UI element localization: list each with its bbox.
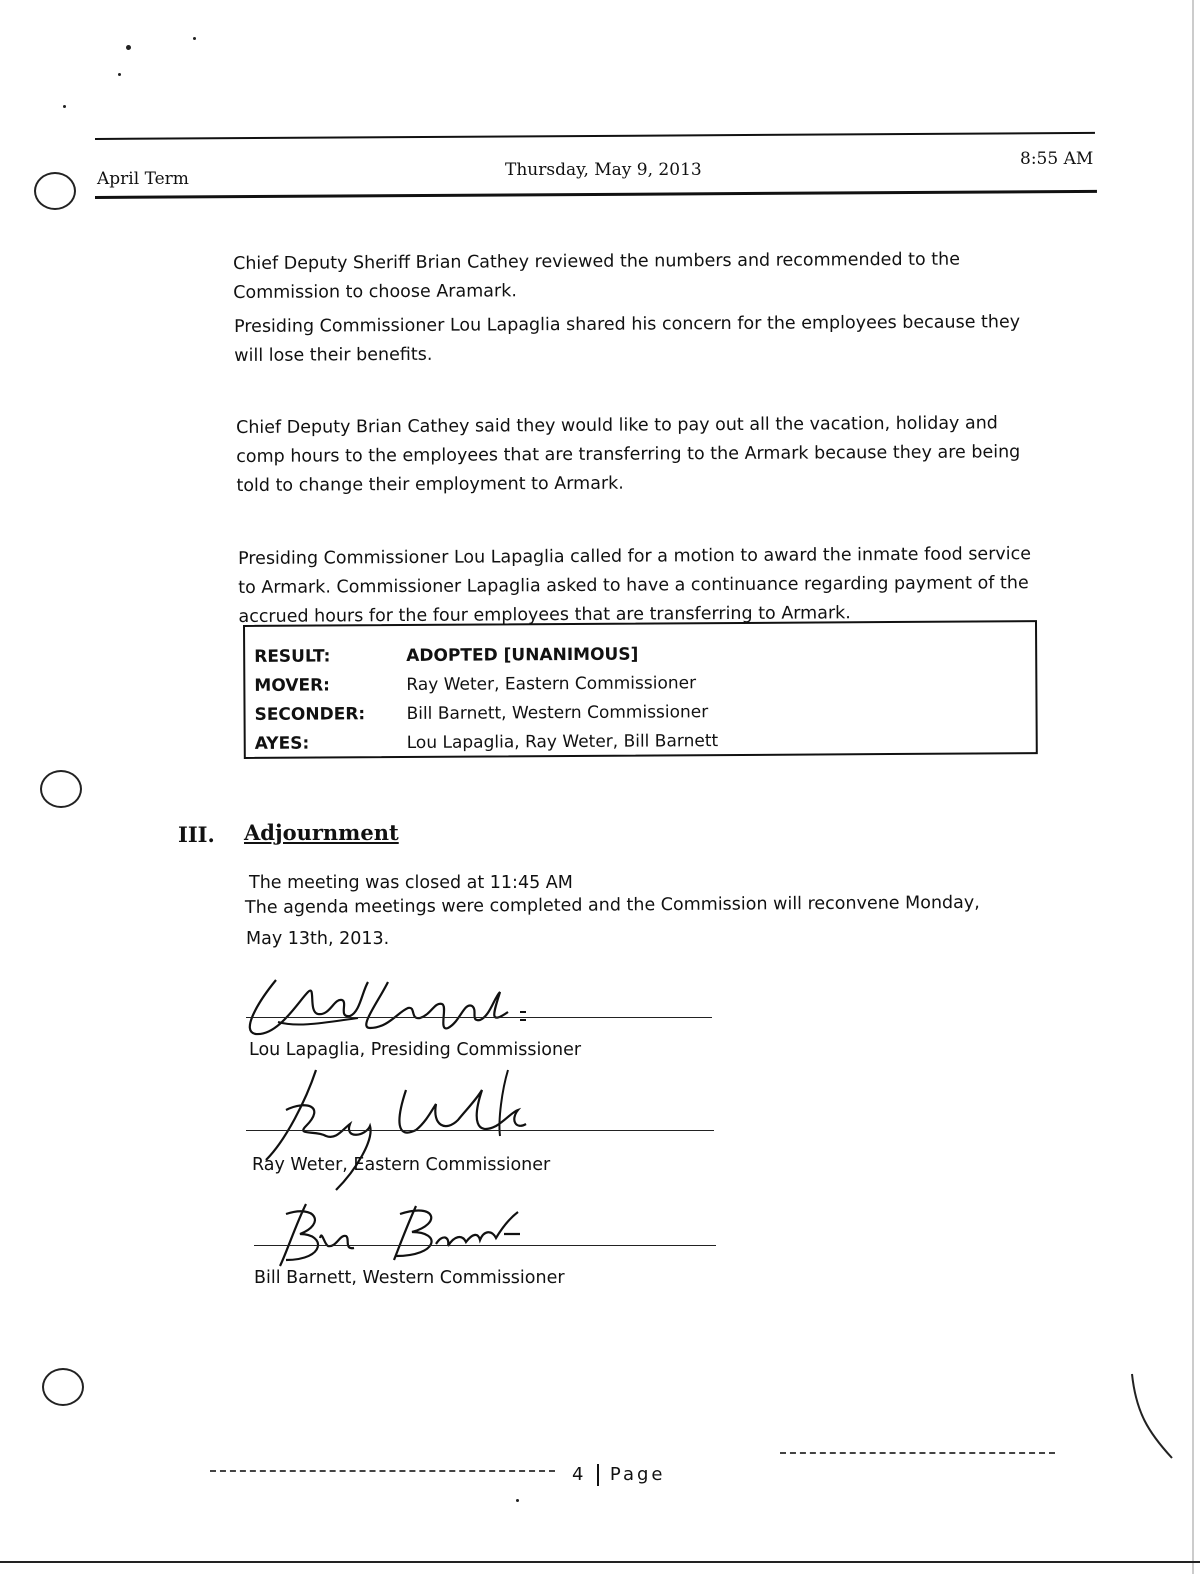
section-title-adjournment: Adjournment <box>244 820 399 845</box>
header-time: 8:55 AM <box>1020 149 1094 169</box>
adjournment-closed-time: The meeting was closed at 11:45 AM <box>249 873 573 893</box>
motion-label: SECONDER: <box>254 704 366 725</box>
adjournment-reconvene: The agenda meetings were completed and the Commission will reconvene Monday, <box>244 892 980 918</box>
motion-label: MOVER: <box>254 675 331 696</box>
section-number: III. <box>178 822 215 847</box>
motion-value: Bill Barnett, Western Commissioner <box>406 702 709 725</box>
footer-page-word: Page <box>609 1464 666 1485</box>
signatory-name-weter: Ray Weter, Eastern Commissioner <box>252 1155 551 1175</box>
motion-value: Ray Weter, Eastern Commissioner <box>406 673 697 696</box>
motion-label: RESULT: <box>254 646 331 667</box>
motion-label: AYES: <box>254 733 310 754</box>
header-term: April Term <box>97 169 189 189</box>
paragraph-motion-call: Presiding Commissioner Lou Lapaglia called for a motion to award the inmate food service to Armark. Commissioner Lapaglia asked to have a continuance regarding payment of the accrued hours for the four employees that are transferring to Armark. <box>238 544 1032 627</box>
motion-value: Lou Lapaglia, Ray Weter, Bill Barnett <box>406 731 719 754</box>
scan-speck <box>193 37 196 40</box>
signature-line <box>246 1017 712 1018</box>
signatory-name-lapaglia: Lou Lapaglia, Presiding Commissioner <box>249 1040 582 1060</box>
binder-hole-top <box>34 172 76 210</box>
signature-line <box>254 1245 716 1246</box>
binder-hole-middle <box>40 770 82 808</box>
signature-line <box>246 1130 714 1131</box>
header-rule-top <box>95 132 1095 140</box>
header-rule-bottom <box>95 190 1097 199</box>
adjournment-reconvene-date: May 13th, 2013. <box>246 929 390 949</box>
scan-page-edge-bottom <box>0 1561 1200 1563</box>
footer-dashed-rule-right <box>780 1452 1055 1454</box>
scan-page-edge-right <box>1192 0 1194 1574</box>
scan-speck <box>516 1499 519 1502</box>
signature-bill-barnett <box>266 1194 546 1274</box>
footer-page-number: 4 <box>572 1464 587 1485</box>
paragraph-lapaglia-concern: Presiding Commissioner Lou Lapaglia shared his concern for the employees because they will lose their benefits. <box>234 312 1021 366</box>
paragraph-cathey-recommendation: Chief Deputy Sheriff Brian Cathey reviewed the numbers and recommended to the Commission to choose Aramark. <box>233 249 961 303</box>
motion-value: ADOPTED [UNANIMOUS] <box>406 644 639 667</box>
footer-dashed-rule-left <box>210 1470 555 1472</box>
paragraph-cathey-payout: Chief Deputy Brian Cathey said they would like to pay out all the vacation, holiday and comp hours to the employees that are transferring to the Armark because they are being told to change their employment to Armark. <box>236 413 1021 496</box>
binder-hole-bottom <box>42 1368 84 1406</box>
footer-page-label <box>572 1464 666 1486</box>
footer-separator <box>597 1464 599 1486</box>
scan-stray-mark <box>1128 1372 1176 1462</box>
motion-result-box <box>243 620 1038 759</box>
header-date: Thursday, May 9, 2013 <box>505 160 702 180</box>
scan-speck <box>126 45 131 50</box>
scan-speck <box>63 105 66 108</box>
scan-speck <box>118 73 121 76</box>
signatory-name-barnett: Bill Barnett, Western Commissioner <box>254 1268 565 1288</box>
